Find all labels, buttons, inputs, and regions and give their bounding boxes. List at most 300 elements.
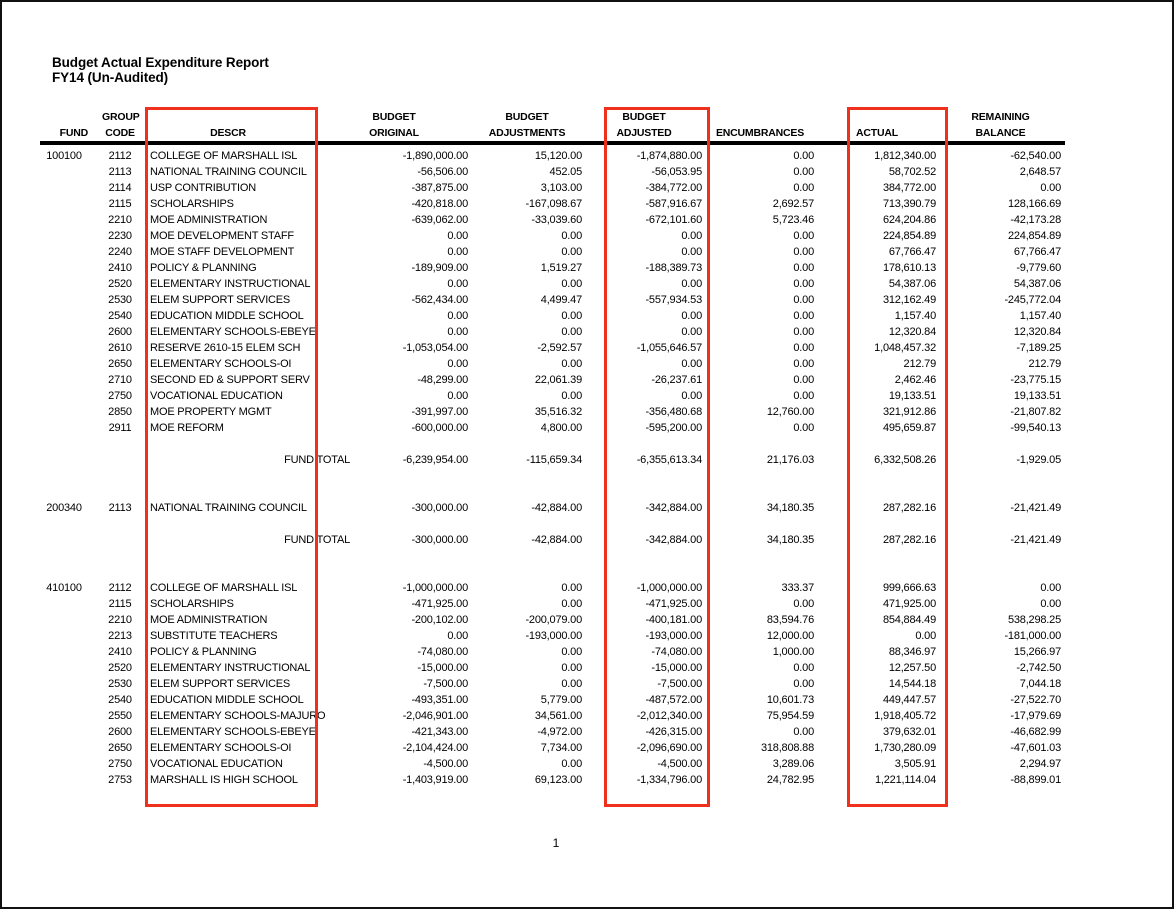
cell-actual: 312,162.49 [882,294,936,306]
cell-group-code: 2600 [108,326,132,338]
cell-budget-adjusted: -587,916.67 [645,198,702,210]
cell-group-code [88,452,138,468]
cell-encumbrances: 0.00 [793,326,814,338]
column-header-fund: FUND [59,127,88,139]
cell-budget-adjustments: 0.00 [561,646,582,658]
cell-remaining-balance: 224,854.89 [1007,230,1061,242]
cell-actual: 212.79 [903,358,936,370]
cell-remaining-balance: -88,899.01 [1010,774,1061,786]
cell-remaining-balance: -17,979.69 [1010,710,1061,722]
cell-encumbrances: 3,289.06 [772,758,814,770]
cell-descr: MOE REFORM [150,422,224,434]
cell-remaining-balance: 0.00 [1040,582,1061,594]
cell-encumbrances: 0.00 [793,262,814,274]
cell-fund: 100100 [46,150,82,162]
cell-group-code: 2750 [108,390,132,402]
column-header-budget-adjustments: BUDGET ADJUSTMENTS [488,111,566,139]
cell-budget-adjustments: 452.05 [549,166,582,178]
cell-descr: COLLEGE OF MARSHALL ISL [150,150,298,162]
cell-remaining-balance: 12,320.84 [1013,326,1061,338]
cell-encumbrances: 34,180.35 [766,502,814,514]
cell-remaining-balance: 54,387.06 [1013,278,1061,290]
cell-encumbrances: 21,176.03 [766,454,814,466]
cell-budget-original: -15,000.00 [417,662,468,674]
cell-descr: VOCATIONAL EDUCATION [150,390,283,402]
cell-remaining-balance: 7,044.18 [1019,678,1061,690]
cell-encumbrances: 0.00 [793,726,814,738]
cell-group-code: 2530 [108,678,132,690]
cell-budget-adjustments: -193,000.00 [525,630,582,642]
cell-encumbrances: 0.00 [793,342,814,354]
cell-group-code: 2112 [108,150,132,162]
cell-actual: 19,133.51 [888,390,936,402]
cell-group-code: 2911 [108,422,132,434]
cell-descr: SUBSTITUTE TEACHERS [150,630,278,642]
cell-remaining-balance: 67,766.47 [1013,246,1061,258]
cell-actual: 999,666.63 [882,582,936,594]
cell-budget-adjustments: 0.00 [561,326,582,338]
cell-group-code: 2410 [108,262,132,274]
cell-remaining-balance: -2,742.50 [1016,662,1061,674]
cell-actual: 321,912.86 [882,406,936,418]
cell-budget-original: -300,000.00 [411,502,468,514]
cell-actual: 495,659.87 [882,422,936,434]
cell-encumbrances: 0.00 [793,278,814,290]
column-header-group-code: GROUP CODE [102,111,140,139]
cell-group-code: 2113 [108,166,132,178]
cell-budget-original: -189,909.00 [411,262,468,274]
cell-fund [40,532,88,548]
cell-encumbrances: 12,000.00 [766,630,814,642]
cell-budget-original: 0.00 [447,358,468,370]
cell-remaining-balance: -99,540.13 [1010,422,1061,434]
cell-encumbrances: 0.00 [793,678,814,690]
cell-budget-adjusted: -356,480.68 [645,406,702,418]
fund-total-label: FUND TOTAL [284,454,350,466]
cell-encumbrances: 75,954.59 [766,710,814,722]
cell-group-code: 2520 [108,278,132,290]
cell-fund [40,228,88,244]
cell-encumbrances: 1,000.00 [772,646,814,658]
cell-budget-adjustments: 22,061.39 [534,374,582,386]
cell-budget-adjusted: -557,934.53 [645,294,702,306]
cell-encumbrances: 0.00 [793,246,814,258]
cell-descr: POLICY & PLANNING [150,646,257,658]
cell-budget-original: -600,000.00 [411,422,468,434]
cell-encumbrances: 10,601.73 [766,694,814,706]
cell-budget-original: 0.00 [447,326,468,338]
fund-total-label: FUND TOTAL [284,534,350,546]
column-header-budget-original: BUDGET ORIGINAL [369,111,419,139]
cell-descr: MOE DEVELOPMENT STAFF [150,230,294,242]
cell-actual: 713,390.79 [882,198,936,210]
cell-descr: ELEMENTARY SCHOOLS-EBEYE [150,326,316,338]
cell-budget-adjustments: 34,561.00 [534,710,582,722]
cell-group-code: 2610 [108,342,132,354]
cell-fund [40,692,88,708]
cell-budget-original: -562,434.00 [411,294,468,306]
cell-group-code: 2850 [108,406,132,418]
cell-fund: 410100 [46,582,82,594]
cell-actual: 624,204.86 [882,214,936,226]
cell-remaining-balance: 128,166.69 [1007,198,1061,210]
report-title [52,55,269,85]
cell-remaining-balance: -1,929.05 [1016,454,1061,466]
cell-fund [40,276,88,292]
cell-budget-adjusted: -7,500.00 [657,678,702,690]
cell-remaining-balance: 1,157.40 [1019,310,1061,322]
cell-budget-adjustments: 5,779.00 [540,694,582,706]
cell-budget-adjusted: -595,200.00 [645,422,702,434]
cell-descr: NATIONAL TRAINING COUNCIL [150,166,307,178]
cell-actual: 287,282.16 [882,534,936,546]
cell-budget-original: -639,062.00 [411,214,468,226]
cell-encumbrances: 0.00 [793,230,814,242]
cell-group-code: 2410 [108,646,132,658]
cell-descr: ELEMENTARY SCHOOLS-EBEYE [150,726,316,738]
cell-group-code: 2650 [108,358,132,370]
cell-budget-adjusted: -74,080.00 [651,646,702,658]
cell-remaining-balance: -27,522.70 [1010,694,1061,706]
cell-descr: ELEMENTARY SCHOOLS-MAJURO [150,710,326,722]
cell-group-code: 2753 [108,774,132,786]
cell-budget-adjustments: 0.00 [561,246,582,258]
cell-remaining-balance: 0.00 [1040,182,1061,194]
cell-budget-adjusted: -56,053.95 [651,166,702,178]
cell-budget-original: -420,818.00 [411,198,468,210]
cell-remaining-balance: -42,173.28 [1010,214,1061,226]
cell-descr: SECOND ED & SUPPORT SERV [150,374,310,386]
cell-budget-original: -74,080.00 [417,646,468,658]
cell-fund [40,740,88,756]
cell-encumbrances: 333.37 [781,582,814,594]
cell-budget-adjustments: 3,103.00 [540,182,582,194]
cell-fund [40,180,88,196]
cell-remaining-balance: 538,298.25 [1007,614,1061,626]
cell-budget-adjustments: 0.00 [561,230,582,242]
cell-group-code: 2210 [108,614,132,626]
column-header-actual: ACTUAL [856,127,898,139]
cell-budget-adjustments: 0.00 [561,358,582,370]
cell-actual: 1,812,340.00 [874,150,936,162]
cell-encumbrances: 0.00 [793,422,814,434]
cell-fund [40,196,88,212]
cell-descr: ELEM SUPPORT SERVICES [150,294,291,306]
cell-budget-original: -493,351.00 [411,694,468,706]
cell-actual: 854,884.49 [882,614,936,626]
cell-group-code: 2650 [108,742,132,754]
cell-budget-adjusted: -400,181.00 [645,614,702,626]
cell-group-code: 2114 [108,182,132,194]
cell-actual: 6,332,508.26 [874,454,936,466]
cell-encumbrances: 0.00 [793,166,814,178]
cell-descr: USP CONTRIBUTION [150,182,256,194]
cell-budget-adjusted: -2,012,340.00 [636,710,702,722]
cell-budget-adjusted: 0.00 [681,390,702,402]
cell-group-code: 2540 [108,694,132,706]
cell-budget-original: -7,500.00 [423,678,468,690]
cell-budget-adjusted: -1,334,796.00 [636,774,702,786]
cell-budget-adjusted: -1,874,880.00 [636,150,702,162]
cell-fund [40,388,88,404]
cell-budget-original: -387,875.00 [411,182,468,194]
column-header-encumbrances: ENCUMBRANCES [715,127,805,139]
cell-fund [40,644,88,660]
cell-remaining-balance: 212.79 [1028,358,1061,370]
cell-budget-adjustments: 0.00 [561,310,582,322]
cell-remaining-balance: -181,000.00 [1004,630,1061,642]
cell-encumbrances: 34,180.35 [766,534,814,546]
cell-descr: ELEMENTARY INSTRUCTIONAL [150,278,311,290]
cell-actual: 1,048,457.32 [874,342,936,354]
cell-remaining-balance: -21,421.49 [1010,502,1061,514]
cell-actual: 3,505.91 [894,758,936,770]
cell-fund [40,308,88,324]
cell-encumbrances: 24,782.95 [766,774,814,786]
cell-descr: ELEMENTARY INSTRUCTIONAL [150,662,311,674]
cell-descr: EDUCATION MIDDLE SCHOOL [150,310,304,322]
cell-fund [40,628,88,644]
cell-fund [40,292,88,308]
cell-budget-adjusted: -2,096,690.00 [636,742,702,754]
cell-actual: 471,925.00 [882,598,936,610]
cell-budget-adjustments: -42,884.00 [531,534,582,546]
cell-fund [40,164,88,180]
cell-budget-original: -2,046,901.00 [402,710,468,722]
cell-budget-adjustments: -42,884.00 [531,502,582,514]
cell-descr: MOE ADMINISTRATION [150,614,268,626]
report-title-line1: Budget Actual Expenditure Report [52,55,269,70]
cell-budget-adjustments: 69,123.00 [534,774,582,786]
cell-encumbrances: 12,760.00 [766,406,814,418]
cell-remaining-balance: 19,133.51 [1013,390,1061,402]
cell-remaining-balance: -245,772.04 [1004,294,1061,306]
cell-descr: COLLEGE OF MARSHALL ISL [150,582,298,594]
cell-budget-original: -471,925.00 [411,598,468,610]
cell-budget-original: 0.00 [447,310,468,322]
cell-group-code: 2750 [108,758,132,770]
cell-budget-adjusted: -471,925.00 [645,598,702,610]
cell-actual: 178,610.13 [882,262,936,274]
cell-fund [40,756,88,772]
cell-actual: 58,702.52 [888,166,936,178]
report-title-line2: FY14 (Un-Audited) [52,70,169,85]
cell-encumbrances: 0.00 [793,358,814,370]
cell-budget-original: -4,500.00 [423,758,468,770]
cell-budget-adjusted: -15,000.00 [651,662,702,674]
cell-remaining-balance: 2,648.57 [1019,166,1061,178]
cell-encumbrances: 0.00 [793,662,814,674]
cell-budget-original: -200,102.00 [411,614,468,626]
cell-budget-original: 0.00 [447,230,468,242]
cell-budget-adjustments: 7,734.00 [540,742,582,754]
cell-budget-adjustments: 0.00 [561,758,582,770]
cell-fund [40,212,88,228]
cell-descr: POLICY & PLANNING [150,262,257,274]
cell-budget-adjustments: 0.00 [561,678,582,690]
cell-budget-adjusted: -426,315.00 [645,726,702,738]
cell-fund [40,340,88,356]
cell-encumbrances: 318,808.88 [760,742,814,754]
cell-remaining-balance: -9,779.60 [1016,262,1061,274]
cell-group-code: 2520 [108,662,132,674]
cell-budget-adjustments: 15,120.00 [534,150,582,162]
cell-fund [40,420,88,436]
cell-actual: 54,387.06 [888,278,936,290]
cell-budget-original: -300,000.00 [411,534,468,546]
cell-descr: RESERVE 2610-15 ELEM SCH [150,342,301,354]
cell-budget-adjusted: -193,000.00 [645,630,702,642]
cell-fund [40,452,88,468]
cell-actual: 12,320.84 [888,326,936,338]
cell-actual: 384,772.00 [882,182,936,194]
cell-group-code: 2210 [108,214,132,226]
cell-budget-original: -6,239,954.00 [402,454,468,466]
cell-budget-adjustments: 0.00 [561,598,582,610]
page-number: 1 [552,836,560,850]
cell-actual: 0.00 [915,630,936,642]
cell-budget-original: 0.00 [447,246,468,258]
cell-remaining-balance: -21,421.49 [1010,534,1061,546]
cell-budget-adjusted: 0.00 [681,310,702,322]
cell-actual: 287,282.16 [882,502,936,514]
cell-descr: SCHOLARSHIPS [150,598,234,610]
cell-budget-original: -391,997.00 [411,406,468,418]
cell-descr: VOCATIONAL EDUCATION [150,758,283,770]
cell-group-code: 2240 [108,246,132,258]
cell-actual: 14,544.18 [888,678,936,690]
cell-budget-adjusted: -384,772.00 [645,182,702,194]
cell-actual: 449,447.57 [882,694,936,706]
cell-budget-adjusted: -1,055,646.57 [636,342,702,354]
cell-budget-original: -1,403,919.00 [402,774,468,786]
cell-descr: NATIONAL TRAINING COUNCIL [150,502,307,514]
cell-descr: SCHOLARSHIPS [150,198,234,210]
cell-group-code: 2540 [108,310,132,322]
cell-fund [40,612,88,628]
cell-budget-adjustments: -4,972.00 [537,726,582,738]
cell-budget-adjusted: 0.00 [681,246,702,258]
cell-descr: MOE PROPERTY MGMT [150,406,272,418]
cell-encumbrances: 0.00 [793,374,814,386]
cell-fund [40,596,88,612]
cell-fund [40,372,88,388]
cell-fund [40,724,88,740]
cell-budget-adjustments: 35,516.32 [534,406,582,418]
cell-budget-original: -48,299.00 [417,374,468,386]
cell-group-code: 2112 [108,582,132,594]
cell-budget-original: -1,890,000.00 [402,150,468,162]
cell-budget-adjusted: 0.00 [681,278,702,290]
cell-budget-adjusted: -672,101.60 [645,214,702,226]
cell-fund [40,708,88,724]
cell-budget-adjustments: 0.00 [561,662,582,674]
cell-budget-original: 0.00 [447,390,468,402]
cell-budget-adjusted: -1,000,000.00 [636,582,702,594]
cell-fund: 200340 [46,502,82,514]
cell-remaining-balance: 0.00 [1040,598,1061,610]
cell-group-code: 2113 [108,502,132,514]
cell-group-code [88,532,138,548]
cell-descr: MOE ADMINISTRATION [150,214,268,226]
cell-fund [40,676,88,692]
cell-group-code: 2530 [108,294,132,306]
cell-encumbrances: 0.00 [793,390,814,402]
cell-budget-original: -2,104,424.00 [402,742,468,754]
cell-actual: 67,766.47 [888,246,936,258]
cell-actual: 88,346.97 [888,646,936,658]
cell-budget-adjustments: 0.00 [561,390,582,402]
cell-fund [40,324,88,340]
cell-group-code: 2213 [108,630,132,642]
cell-group-code: 2600 [108,726,132,738]
cell-group-code: 2115 [108,198,132,210]
cell-budget-adjustments: 1,519.27 [540,262,582,274]
cell-budget-original: -421,343.00 [411,726,468,738]
cell-descr: MOE STAFF DEVELOPMENT [150,246,295,258]
cell-budget-adjustments: -33,039.60 [531,214,582,226]
cell-budget-adjustments: 4,499.47 [540,294,582,306]
cell-encumbrances: 5,723.46 [772,214,814,226]
cell-fund [40,260,88,276]
cell-actual: 1,918,405.72 [874,710,936,722]
cell-fund [40,404,88,420]
cell-group-code: 2115 [108,598,132,610]
cell-budget-original: -56,506.00 [417,166,468,178]
cell-encumbrances: 0.00 [793,182,814,194]
cell-encumbrances: 0.00 [793,598,814,610]
cell-budget-adjusted: 0.00 [681,230,702,242]
cell-descr: ELEMENTARY SCHOOLS-OI [150,742,292,754]
cell-descr: MARSHALL IS HIGH SCHOOL [150,774,298,786]
cell-remaining-balance: 15,266.97 [1013,646,1061,658]
cell-fund [40,244,88,260]
cell-budget-adjusted: -4,500.00 [657,758,702,770]
cell-budget-adjusted: -342,884.00 [645,502,702,514]
cell-encumbrances: 2,692.57 [772,198,814,210]
highlight-box-descr-column [145,107,318,807]
cell-remaining-balance: -46,682.99 [1010,726,1061,738]
cell-budget-original: 0.00 [447,630,468,642]
cell-fund [40,356,88,372]
cell-budget-adjusted: -6,355,613.34 [636,454,702,466]
cell-actual: 1,157.40 [894,310,936,322]
cell-actual: 224,854.89 [882,230,936,242]
cell-budget-adjusted: -487,572.00 [645,694,702,706]
cell-descr: ELEMENTARY SCHOOLS-OI [150,358,292,370]
cell-remaining-balance: -62,540.00 [1010,150,1061,162]
cell-group-code: 2230 [108,230,132,242]
cell-fund [40,772,88,788]
cell-budget-adjusted: -26,237.61 [651,374,702,386]
cell-budget-adjustments: 4,800.00 [540,422,582,434]
cell-encumbrances: 0.00 [793,150,814,162]
column-header-descr: DESCR [210,127,246,139]
cell-group-code: 2550 [108,710,132,722]
cell-budget-adjusted: -188,389.73 [645,262,702,274]
cell-remaining-balance: -23,775.15 [1010,374,1061,386]
cell-remaining-balance: -47,601.03 [1010,742,1061,754]
cell-budget-adjustments: 0.00 [561,582,582,594]
cell-budget-adjustments: -167,098.67 [525,198,582,210]
cell-budget-adjusted: 0.00 [681,326,702,338]
cell-descr: ELEM SUPPORT SERVICES [150,678,291,690]
cell-encumbrances: 0.00 [793,294,814,306]
cell-budget-adjustments: 0.00 [561,278,582,290]
cell-actual: 2,462.46 [894,374,936,386]
cell-budget-adjustments: -2,592.57 [537,342,582,354]
cell-fund [40,660,88,676]
